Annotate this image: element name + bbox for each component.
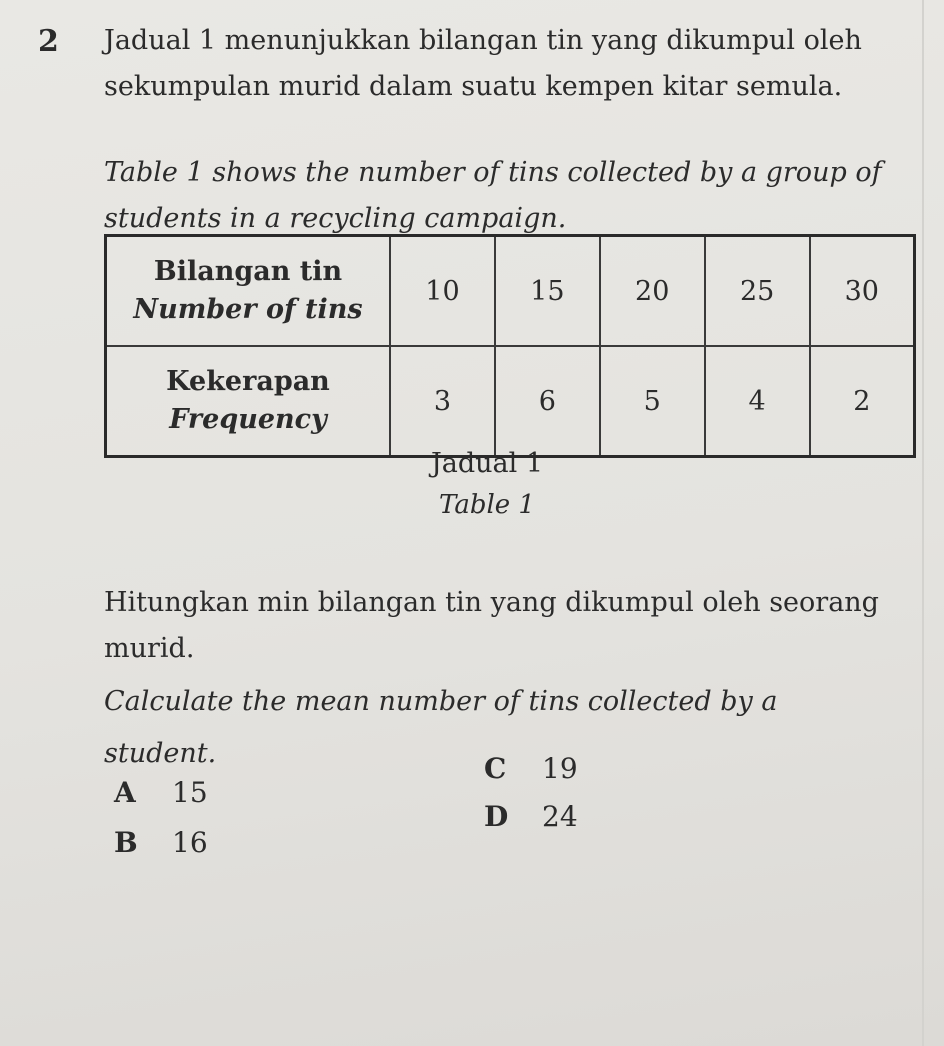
option-letter: C [484, 752, 507, 785]
table-cell-tins: 10 [390, 236, 495, 347]
intro-malay: Jadual 1 menunjukkan bilangan tin yang dikumpul oleh sekumpulan murid dalam suatu kempen kitar semula. [104, 25, 862, 102]
option-d[interactable] [484, 800, 578, 833]
option-letter: A [114, 776, 136, 809]
table-cell-frequency: 2 [810, 346, 915, 457]
option-letter: B [114, 826, 138, 859]
prompt-malay: Hitungkan min bilangan tin yang dikumpul oleh seorang murid. [104, 587, 879, 664]
option-a[interactable] [114, 776, 208, 809]
row-header-malay: Kekerapan [166, 366, 330, 397]
row-header-malay: Bilangan tin [153, 256, 343, 287]
option-value: 24 [542, 800, 578, 833]
table-cell-frequency: 4 [705, 346, 810, 457]
option-c[interactable] [484, 752, 578, 785]
table-cell-frequency: 3 [390, 346, 495, 457]
row-header-english: Number of tins [133, 294, 363, 325]
data-table [104, 234, 916, 458]
option-value: 15 [172, 776, 208, 809]
intro-english: Table 1 shows the number of tins collected by a group of students in a recycling campaign. [104, 157, 882, 234]
table-caption-english: Table 1 [439, 490, 535, 520]
table-cell-frequency: 6 [495, 346, 600, 457]
option-b[interactable] [114, 826, 208, 859]
table-caption-malay: Jadual 1 [430, 448, 544, 479]
row-header-frequency [106, 346, 391, 457]
table-cell-frequency: 5 [600, 346, 705, 457]
table-row-frequency [106, 346, 915, 457]
option-value: 16 [172, 826, 208, 859]
question-number: 2 [38, 24, 59, 59]
option-value: 19 [542, 752, 578, 785]
row-header-english: Frequency [169, 404, 327, 435]
option-letter: D [484, 800, 509, 833]
page-fold-edge [922, 0, 924, 1046]
table-cell-tins: 30 [810, 236, 915, 347]
table-cell-tins: 15 [495, 236, 600, 347]
table-cell-tins: 20 [600, 236, 705, 347]
table-cell-tins: 25 [705, 236, 810, 347]
prompt-english: Calculate the mean number of tins collected by a student. [104, 686, 778, 769]
row-header-number-of-tins [106, 236, 391, 347]
table-row-number-of-tins [106, 236, 915, 347]
